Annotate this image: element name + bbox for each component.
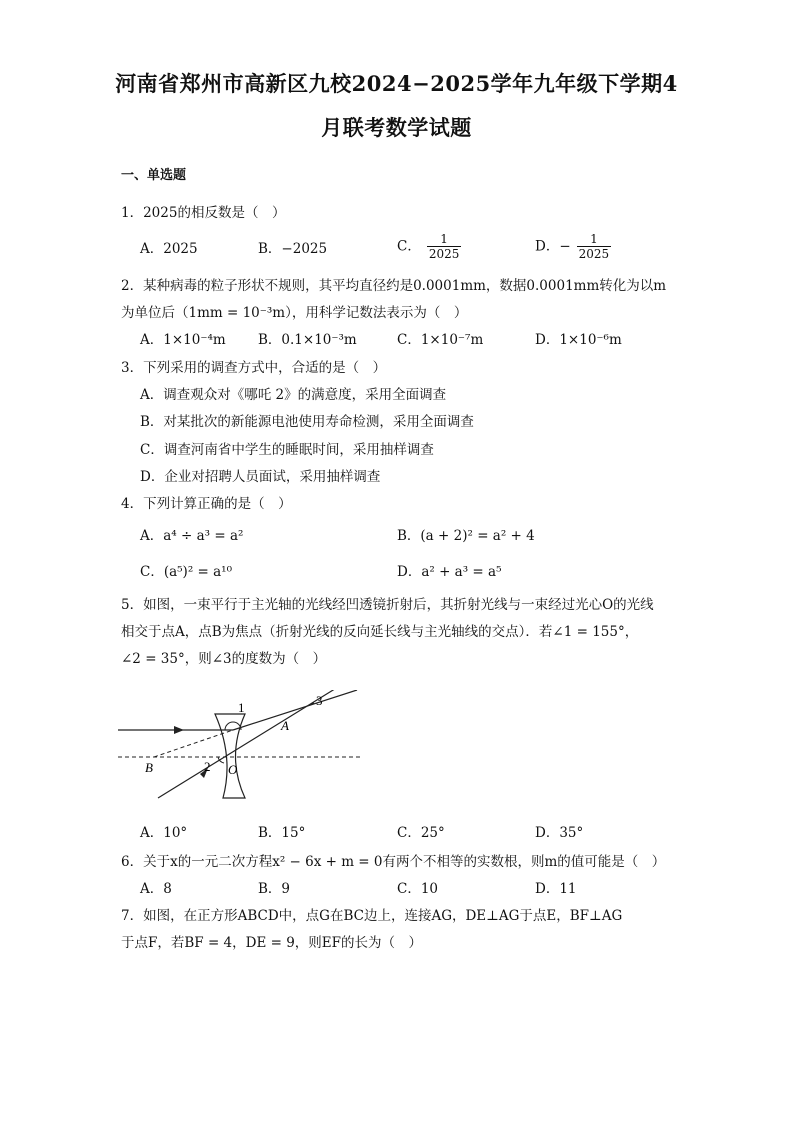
question-3-stem: 3．下列采用的调查方式中，合适的是（ ） (121, 360, 387, 376)
question-4-option-a: A．a⁴ ÷ a³ = a² (140, 528, 244, 544)
question-6-option-d: D．11 (535, 881, 577, 897)
section-heading: 一、单选题 (121, 168, 187, 183)
question-3-option-d: D．企业对招聘人员面试，采用抽样调查 (140, 469, 381, 485)
question-6-option-a: A．8 (140, 881, 172, 897)
question-4-stem: 4．下列计算正确的是（ ） (121, 496, 292, 512)
label-point-o: O (228, 762, 238, 777)
label-angle-2: 2 (204, 759, 211, 774)
label-point-a: A (281, 718, 289, 733)
question-1-option-b: B．−2025 (258, 241, 328, 257)
ray-arrow (174, 726, 184, 734)
page-title-line-2: 月联考数学试题 (321, 115, 472, 140)
option-c-prefix: C． (397, 238, 421, 255)
question-5-stem-line-1: 5．如图，一束平行于主光轴的光线经凹透镜折射后，其折射光线与一束经过光心O的光线 (121, 597, 654, 613)
label-angle-3: 3 (316, 693, 323, 708)
question-5-option-b: B．15° (258, 825, 306, 841)
page-title-line-1: 河南省郑州市高新区九校2024−2025学年九年级下学期4 (115, 71, 678, 96)
backward-extension (154, 730, 233, 757)
question-6-option-c: C．10 (397, 881, 439, 897)
question-2-stem-line-2: 为单位后（1mm = 10⁻³m），用科学记数法表示为（ ） (121, 305, 468, 321)
question-4-option-d: D．a² + a³ = a⁵ (397, 564, 502, 580)
question-6-option-b: B．9 (258, 881, 291, 897)
question-1-option-d (535, 232, 611, 261)
label-point-b: B (145, 760, 153, 775)
question-1-stem: 1．2025的相反数是（ ） (121, 205, 286, 221)
question-7-stem-line-2: 于点F，若BF = 4，DE = 9，则EF的长为（ ） (121, 935, 423, 951)
question-5-option-c: C．25° (397, 825, 445, 841)
lens-diagram (114, 690, 366, 802)
question-4-option-c: C．(a⁵)² = a¹⁰ (140, 564, 233, 580)
question-4-option-b: B．(a + 2)² = a² + 4 (397, 528, 535, 544)
label-angle-1: 1 (238, 700, 245, 715)
question-3-option-a: A．调查观众对《哪吒 2》的满意度，采用全面调查 (140, 387, 447, 403)
question-7-stem-line-1: 7．如图，在正方形ABCD中，点G在BC边上，连接AG，DE⊥AG于点E，BF⊥AG (121, 908, 623, 924)
question-1-option-a: A．2025 (140, 241, 198, 257)
question-2-option-c: C．1×10⁻⁷m (397, 332, 484, 348)
question-5-stem-line-3: ∠2 = 35°，则∠3的度数为（ ） (121, 651, 327, 667)
question-2-option-a: A．1×10⁻⁴m (140, 332, 226, 348)
refracted-ray (233, 690, 357, 730)
fraction-numerator: 1 (440, 232, 448, 246)
fraction-denominator: 2025 (578, 247, 610, 261)
option-c-fraction (427, 232, 462, 261)
question-3-option-c: C．调查河南省中学生的睡眠时间，采用抽样调查 (140, 442, 434, 458)
question-2-stem-line-1: 2．某种病毒的粒子形状不规则，其平均直径约是0.0001mm，数据0.0001mm转化为以m (121, 278, 667, 294)
option-d-fraction (577, 232, 612, 261)
question-3-option-b: B．对某批次的新能源电池使用寿命检测，采用全面调查 (140, 414, 474, 430)
question-5-option-a: A．10° (140, 825, 188, 841)
question-2-option-d: D．1×10⁻⁶m (535, 332, 622, 348)
question-5-option-d: D．35° (535, 825, 584, 841)
question-1-option-c (397, 232, 461, 261)
fraction-denominator: 2025 (428, 247, 460, 261)
option-d-prefix: D．− (535, 238, 571, 255)
question-2-option-b: B．0.1×10⁻³m (258, 332, 357, 348)
fraction-numerator: 1 (590, 232, 598, 246)
question-6-stem: 6．关于x的一元二次方程x² − 6x + m = 0有两个不相等的实数根，则m的值可能是（ ） (121, 854, 666, 870)
question-5-stem-line-2: 相交于点A，点B为焦点（折射光线的反向延长线与主光轴线的交点）．若∠1 = 155°， (121, 624, 639, 640)
center-ray (158, 690, 338, 798)
